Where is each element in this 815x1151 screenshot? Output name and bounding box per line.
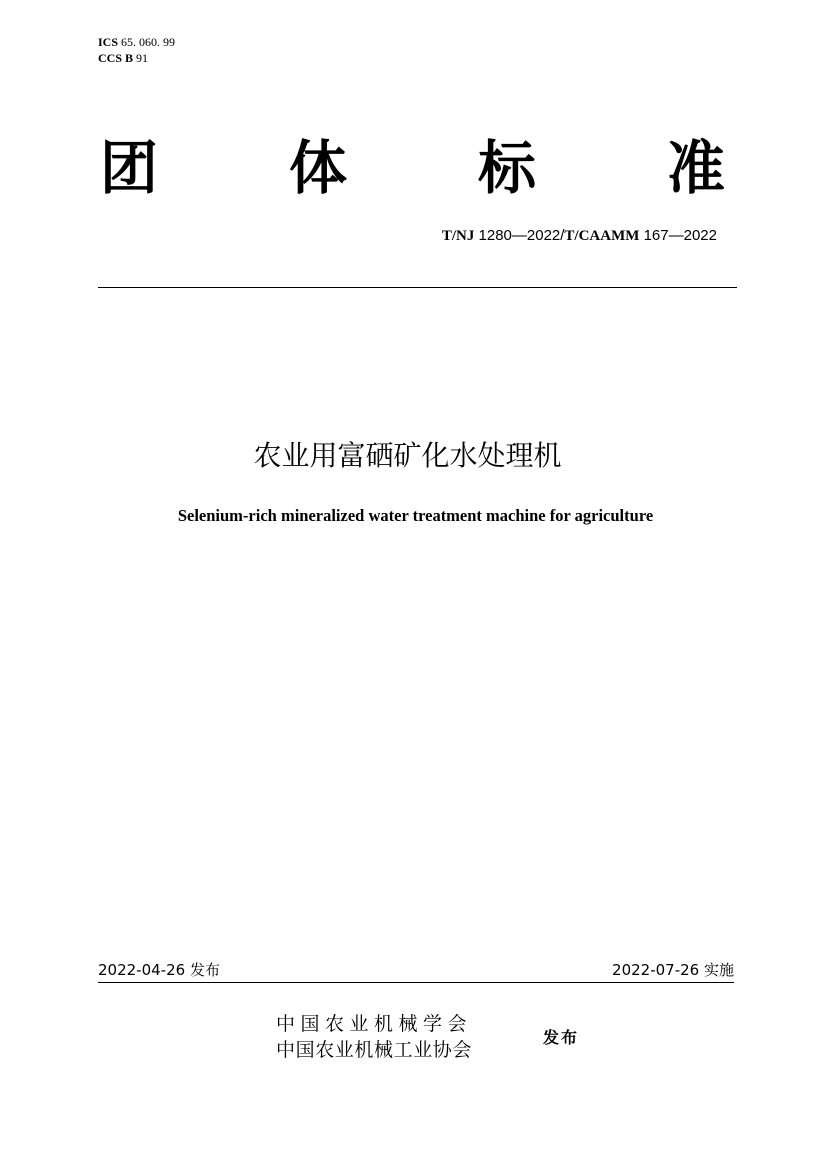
document-type-heading	[100, 128, 725, 208]
ics-label: ICS	[98, 35, 119, 49]
ccs-label: CCS B	[98, 51, 134, 65]
standard-prefix-2: T/CAAMM	[564, 228, 640, 244]
bottom-divider	[98, 982, 734, 983]
standard-prefix-1: T/NJ	[441, 228, 475, 244]
ccs-code	[98, 51, 148, 66]
publish-label: 发布	[543, 1028, 580, 1047]
heading-char: 标	[477, 134, 536, 202]
standard-number	[442, 226, 717, 246]
ics-value: 65. 060. 99	[121, 35, 176, 49]
publisher-2: 中国农业机械工业协会	[276, 1039, 473, 1061]
heading-char: 团	[100, 134, 159, 202]
document-title-chinese: 农业用富硒矿化水处理机	[253, 439, 562, 472]
ics-code	[98, 35, 175, 50]
document-title-english: Selenium-rich mineralized water treatment machine for agriculture	[177, 506, 654, 525]
date-row	[98, 959, 734, 981]
standard-number-1: 1280—2022/	[478, 227, 565, 244]
publisher-list	[276, 1011, 472, 1063]
heading-char: 体	[288, 134, 347, 202]
ccs-value: 91	[136, 51, 149, 65]
implementation-date: 2022-07-26 实施	[612, 961, 734, 979]
issue-date: 2022-04-26 发布	[98, 961, 220, 979]
standard-number-2: 167—2022	[643, 227, 717, 244]
publisher-1: 中国农业机械学会	[276, 1013, 473, 1035]
top-divider	[98, 287, 737, 288]
heading-char: 准	[666, 134, 725, 202]
